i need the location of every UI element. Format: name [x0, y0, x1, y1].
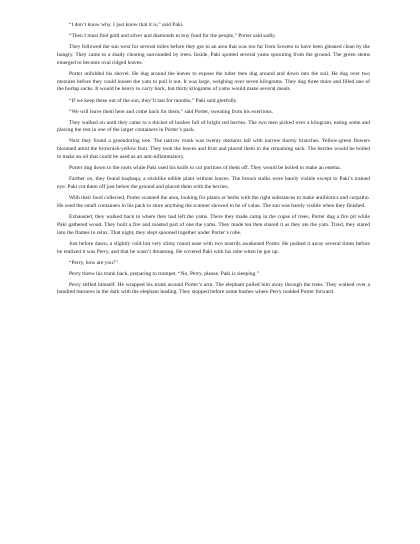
paragraph-10: Farther on, they found baqbaqa, a sticklike edible plant without leaves. The brown stalks were barely visible except to Paki’s trained eye. Paki cut them off just below the ground and placed them with the berries. — [57, 176, 370, 191]
paragraph-3: They followed the sun west for several miles before they got to an area that was too far from Soweto to have been gleaned clean by the hungry. They came to a shady clearing surrounded by trees. Inside, Paki spotted several yams sprouting from the ground. The green stems emerged to become oval ridged leaves. — [57, 44, 370, 66]
paragraph-1: “I don’t know why. I just know that it is,” said Paki. — [69, 22, 184, 28]
paragraph-13: Just before dawn, a slightly cold but very slimy round nose with two nostrils awakened Porter. He pushed it away several times before he realized it was Perry, and that he wasn’t dreaming. He covered Paki with his robe when he got up. — [57, 240, 370, 255]
paragraph-4: Porter unfolded his shovel. He dug around the leaves to expose the tuber then dug around and down into the soil. He dug over two mezures before they could loosen the yam to pull it out. It was large, weighing over seven kilograms. They dug three more and filled one of the burlap sacks. It would be heavy to carry back, but thirty kilograms of yams would make several meals. — [57, 70, 370, 93]
paragraph-16: Perry stifled himself. He wrapped his trunk around Porter’s arm. The elephant pulled him away through the trees. They walked over a hundred mezures in the dark with the elephant leading. They stopped before some bushes where Perry nodded Porter forward. — [57, 281, 370, 296]
paragraph-12: Exhausted, they walked back to where they had left the yams. There they made camp in the copse of trees. Porter dug a fire pit while Paki gathered wood. They built a fire and roasted part of one the yams. They made tea then shared it as they ate the yam. Tired, they stared into the flames to relax. That night, they slept spooned together under Porter’s robe. — [57, 213, 370, 236]
paragraph-6: “We will leave them here and come back for them,” said Porter, sweating from his exertions. — [69, 108, 273, 115]
paragraph-5: “If we keep these out of the sun, they’ll last for months,” Paki said gleefully. — [69, 97, 238, 104]
paragraph-11: With their food collected, Porter scanned the area, looking for plants or herbs with the right substances to make antibiotics and curpatho. He used the small containers in his pack to store anything the scanner showed to be of value. The sun was barely visible when they finished. — [57, 195, 370, 209]
paragraph-14: “Perry, how are you?” — [69, 259, 118, 266]
paragraph-15: Perry threw his trunk back, preparing to trumpet. “No, Perry, please. Paki is sleeping.” — [69, 270, 260, 277]
paragraph-8: Next they found a groendoring tree. The narrow trunk was twenty mezures tall with narrow thorny branches. Yellow-green flowers bloomed amid the brownish-yellow fruit. They took the leaves and fruit and placed them in the remaining sack. The berries would be boiled to make an oil that could be used as an anti-inflammatory. — [57, 138, 370, 161]
paragraph-2: “Then I must find gold and silver and diamonds to buy food for the people,” Porter said sadly. — [69, 33, 276, 40]
body-text — [57, 22, 370, 297]
paragraph-7: They walked on until they came to a thicket of bushes full of bright red berries. The two men picked over a kilogram, eating some and placing the rest in one of the larger containers in Porter’s pack. — [57, 119, 370, 134]
paragraph-9: Porter dug down to the roots while Paki used his knife to cut portions of them off. They would be boiled to make an enema. — [69, 165, 341, 172]
